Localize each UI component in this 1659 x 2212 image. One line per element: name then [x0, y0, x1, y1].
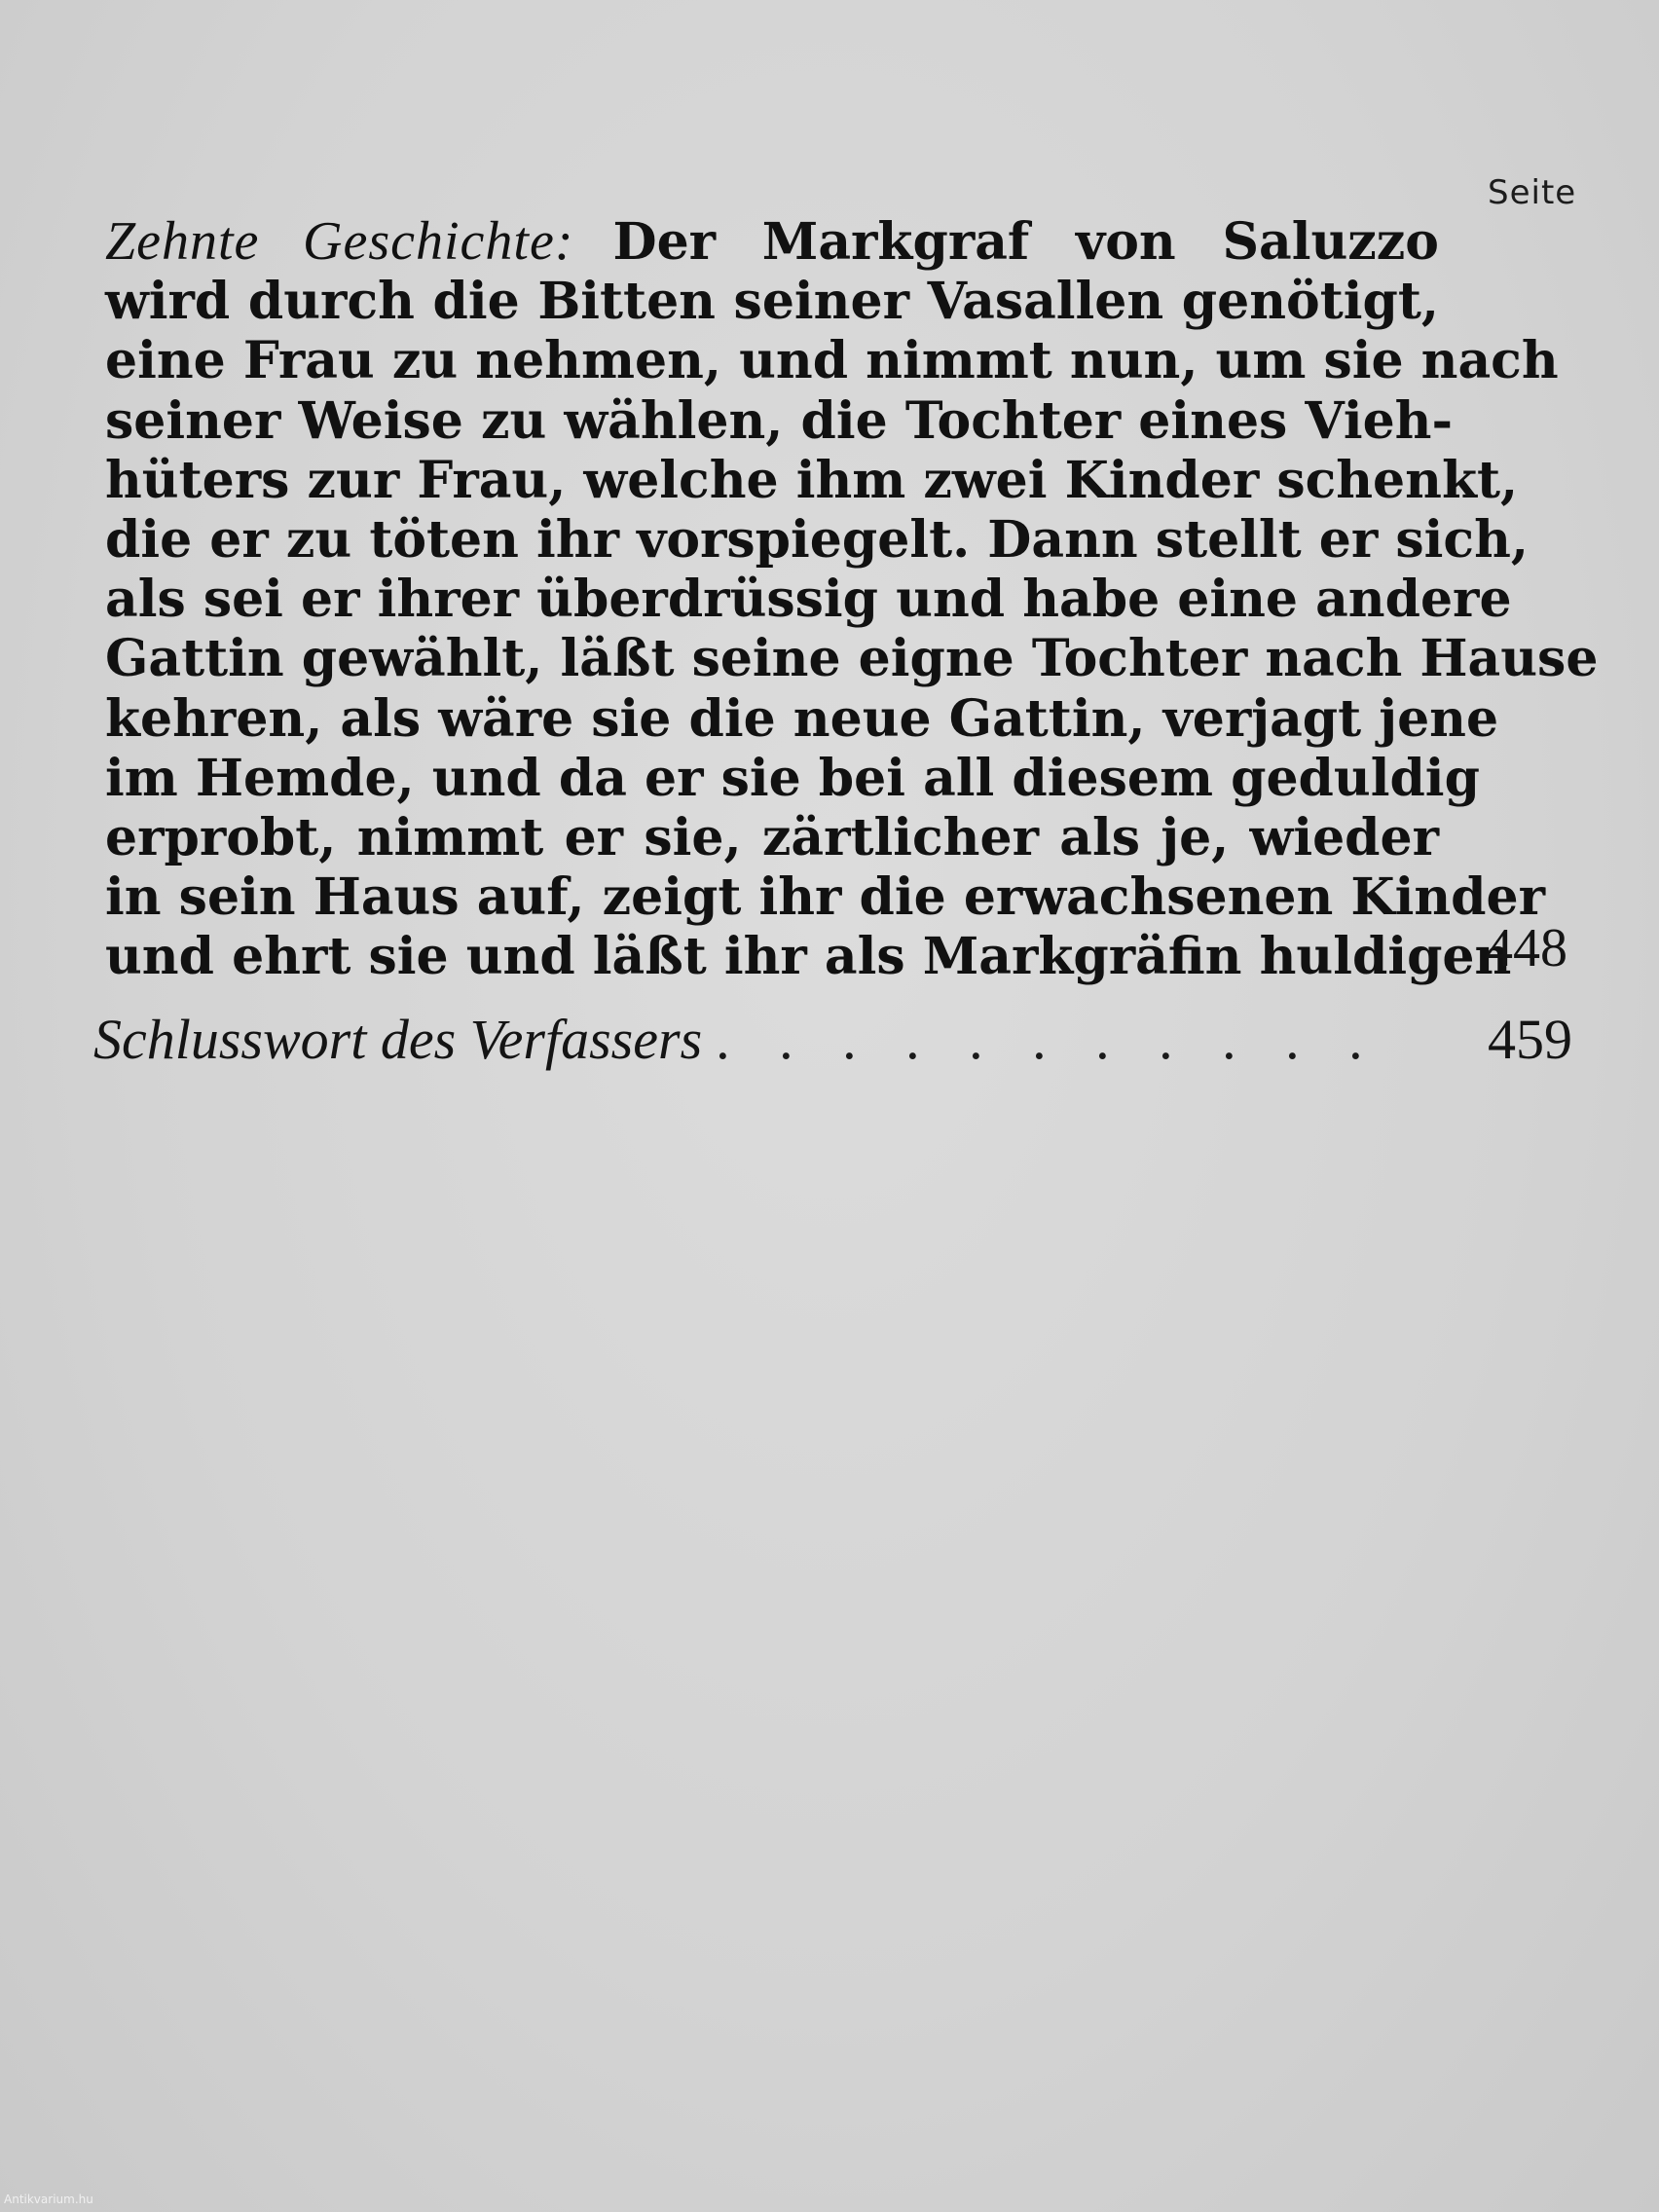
- entry-lead-label: Zehnte Geschichte:: [105, 211, 574, 272]
- entry-line-1: [105, 212, 1439, 272]
- toc-entry-schlusswort: [93, 1007, 1441, 1075]
- column-header-seite: Seite: [1488, 173, 1577, 212]
- entry-line-text: Der Markgraf von Saluzzo: [612, 212, 1439, 272]
- entry-line: seiner Weise zu wählen, die Tochter eines Vieh-: [105, 390, 1454, 451]
- page-number-448: 448: [1486, 918, 1567, 978]
- entry-line: in sein Haus auf, zeigt ihr die erwachsenen Kinder: [105, 867, 1546, 928]
- entry-line: erprobt, nimmt er sie, zärtlicher als je, wieder: [105, 807, 1439, 867]
- entry-line: hüters zur Frau, welche ihm zwei Kinder schenkt,: [105, 450, 1519, 510]
- entry-line: die er zu töten ihr vorspiegelt. Dann stellt er sich,: [105, 509, 1529, 570]
- entry-line: eine Frau zu nehmen, und nimmt nun, um sie nach: [105, 331, 1559, 391]
- entry-line: im Hemde, und da er sie bei all diesem geduldig: [105, 748, 1480, 808]
- entry-line: wird durch die Bitten seiner Vasallen genötigt,: [105, 272, 1439, 332]
- watermark-credit: Antikvarium.hu: [4, 2193, 93, 2206]
- entry-line: und ehrt sie und läßt ihr als Markgräfin huldigen: [105, 927, 1512, 987]
- entry-line: Gattin gewählt, läßt seine eigne Tochter nach Hause: [105, 629, 1599, 689]
- entry-line: als sei er ihrer überdrüssig und habe eine andere: [105, 570, 1512, 630]
- page-number-459: 459: [1488, 1008, 1572, 1071]
- entry-title: Schlusswort des Verfassers: [93, 1008, 703, 1071]
- dot-leader: . . . . . . . . . . .: [716, 1008, 1381, 1071]
- entry-line: kehren, als wäre sie die neue Gattin, verjagt jene: [105, 688, 1499, 749]
